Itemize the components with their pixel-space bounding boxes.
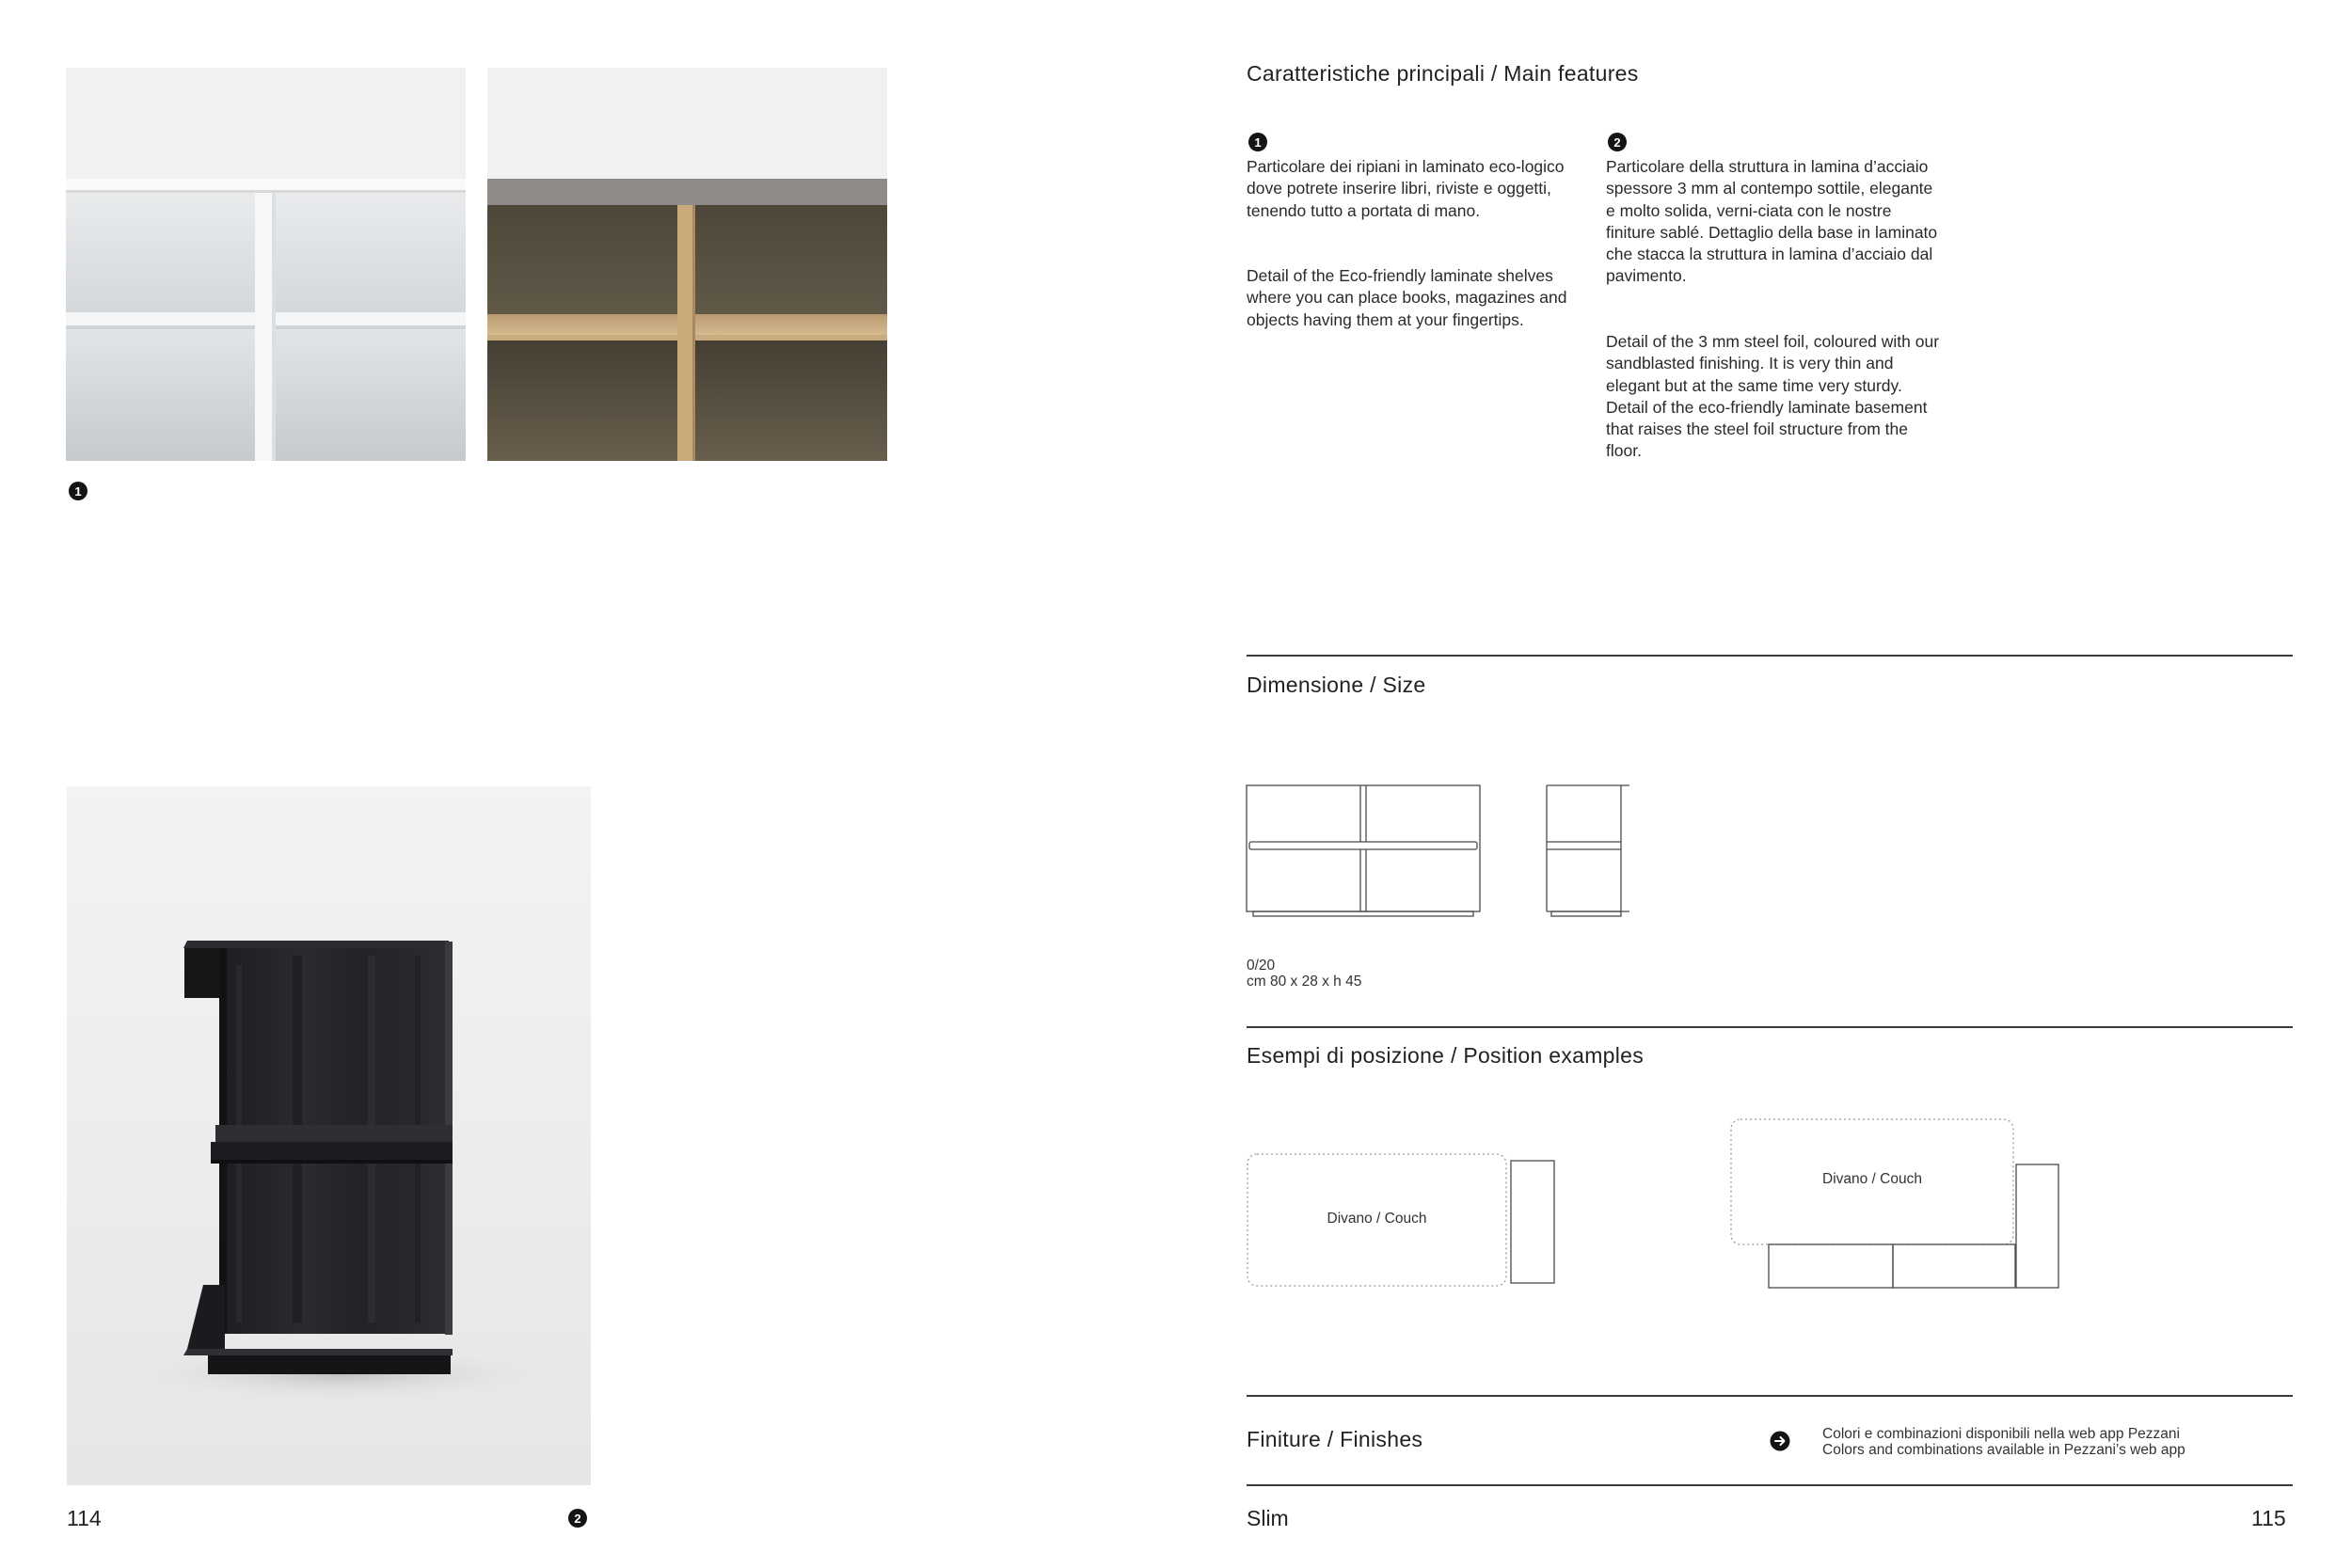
divider-size <box>1247 655 2293 657</box>
position-example-2 <box>1729 1117 2060 1291</box>
couch-label-1: Divano / Couch <box>1327 1211 1427 1227</box>
positions-title: Esempi di posizione / Position examples <box>1247 1043 1645 1068</box>
page-number-left: 114 <box>67 1506 102 1530</box>
feature-1-badge: 1 <box>1248 133 1267 151</box>
divider-positions <box>1247 1026 2293 1028</box>
feature-1-text-it: Particolare dei ripiani in laminato eco-logico dove potrete inserire libri, riviste e oggetti, tenendo tutto a portata di mano. <box>1247 157 1565 220</box>
feature-2-text-en: Detail of the 3 mm steel foil, coloured with our sandblasted finishing. It is very thin and elegant but at the same time very sturdy. Detail of the eco-friendly laminate basement that raises the steel foil structure from the floor. <box>1606 332 1940 461</box>
arrow-right-icon[interactable] <box>1770 1431 1790 1451</box>
size-dimensions: cm 80 x 28 x h 45 <box>1247 974 1362 990</box>
marker-2-badge: 2 <box>568 1509 587 1528</box>
product-name: Slim <box>1247 1506 1289 1530</box>
finishes-title: Finiture / Finishes <box>1247 1427 1423 1451</box>
feature-2-badge: 2 <box>1608 133 1627 151</box>
divider-footer <box>1247 1484 2293 1486</box>
photo-white-shelves <box>66 68 466 461</box>
finishes-text-it: Colori e combinazioni disponibili nella web app Pezzani <box>1822 1426 2180 1442</box>
divider-finishes <box>1247 1395 2293 1397</box>
feature-1-text-en: Detail of the Eco-friendly laminate shelves where you can place books, magazines and objects having them at your fingertips. <box>1247 266 1567 329</box>
couch-label-2: Divano / Couch <box>1822 1171 1922 1187</box>
marker-1-badge: 1 <box>69 482 87 500</box>
size-title: Dimensione / Size <box>1247 673 1426 697</box>
finishes-text-en: Colors and combinations available in Pezzani’s web app <box>1822 1442 2185 1458</box>
page-number-right: 115 <box>2251 1506 2286 1530</box>
front-elevation-drawing <box>1246 784 1482 918</box>
size-code: 0/20 <box>1247 958 1276 974</box>
photo-wood-shelves <box>487 68 887 461</box>
photo-black-side-table <box>67 786 591 1485</box>
feature-2-text-it: Particolare della struttura in lamina d’acciaio spessore 3 mm al contempo sottile, elegante e molto solida, verni-ciata con le nostre finiture sablé. Dettaglio della base in laminato che stacca la struttura in lamina d’acciaio dal pavimento. <box>1606 157 1938 286</box>
side-elevation-drawing <box>1546 784 1630 918</box>
features-title: Caratteristiche principali / Main features <box>1247 61 1639 86</box>
